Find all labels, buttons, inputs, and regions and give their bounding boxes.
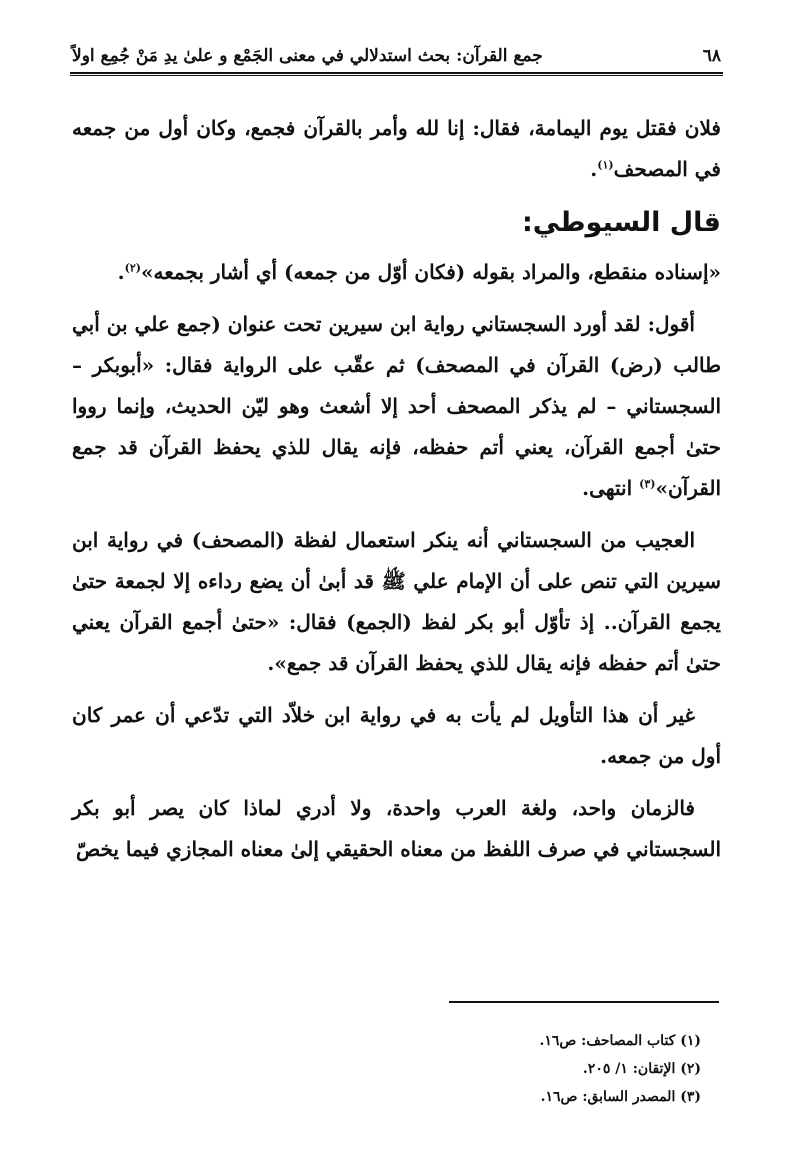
header-rule-thin — [70, 75, 723, 76]
footnote-1: (١) كتاب المصاحف: ص١٦. — [539, 1033, 701, 1049]
paragraph-3: أقول: لقد أورد السجستاني رواية ابن سيرين تحت عنوان (جمع علي بن أبي طالب (رض) القرآن في المصحف) ثم عقّب على الرواية فقال: «أبوبكر – السجستاني – لم يذكر المصحف أحد إلا أشعث وهو ليّن الحديث، وإنما رووا حتىٰ أجمع القرآن، يعني أتم حفظه، فإنه يقال للذي يحفظ القرآن قد جمع القرآن»$^{(٣)}$ انتهى. — [72, 312, 721, 500]
footnote-ref-2[interactable]: (٢) — [124, 261, 141, 275]
header-rule — [70, 72, 723, 74]
paragraph-6: فالزمان واحد، ولغة العرب واحدة، ولا أدري لماذا كان يصر أبو بكر السجستاني في صرف اللفظ من معناه الحقيقي إلىٰ معناه المجازي فيما يخصّ — [72, 796, 721, 861]
paragraph-5: غير أن هذا التأويل لم يأت به في رواية ابن خلاّد التي تدّعي أن عمر كان أول من جمعه. — [72, 703, 721, 768]
footnotes — [539, 1027, 701, 1111]
paragraph-2: «إسناده منقطع، والمراد بقوله (فكان أوّل من جمعه) أي أشار بجمعه»$^{(٢)}$. — [117, 260, 721, 284]
section-heading: قال السيوطي: — [521, 207, 721, 238]
footnote-separator — [449, 1001, 719, 1003]
page-body — [72, 108, 721, 870]
running-title: جمع القرآن: بحث استدلالي في معنى الجَمْع و علىٰ يدِ مَنْ جُمِع اولاً — [72, 46, 543, 66]
footnote-ref-1[interactable]: (١) — [597, 158, 614, 172]
paragraph-1: فلان فقتل يوم اليمامة، فقال: إنا لله وأمر بالقرآن فجمع، وكان أول من جمعه في المصحف$^{(١)}$. — [72, 116, 721, 181]
paragraph-4: العجيب من السجستاني أنه ينكر استعمال لفظة (المصحف) في رواية ابن سيرين التي تنص على أن الإمام علي ﷺ قد أبىٰ أن يضع رداءه إلا لجمعة حتىٰ يجمع القرآن.. إذ تأوّل أبو بكر لفظ (الجمع) فقال: «حتىٰ أجمع القرآن يعني حتىٰ أتم حفظه فإنه يقال للذي يحفظ القرآن قد جمع». — [72, 528, 721, 675]
footnote-ref-3[interactable]: (٣) — [639, 477, 656, 491]
footnote-3: (٣) المصدر السابق: ص١٦. — [540, 1089, 701, 1105]
footnote-2: (٢) الإتقان: ١/ ٢٠٥. — [582, 1061, 701, 1077]
page-header — [72, 34, 721, 66]
page-number: ٦٨ — [702, 46, 721, 66]
